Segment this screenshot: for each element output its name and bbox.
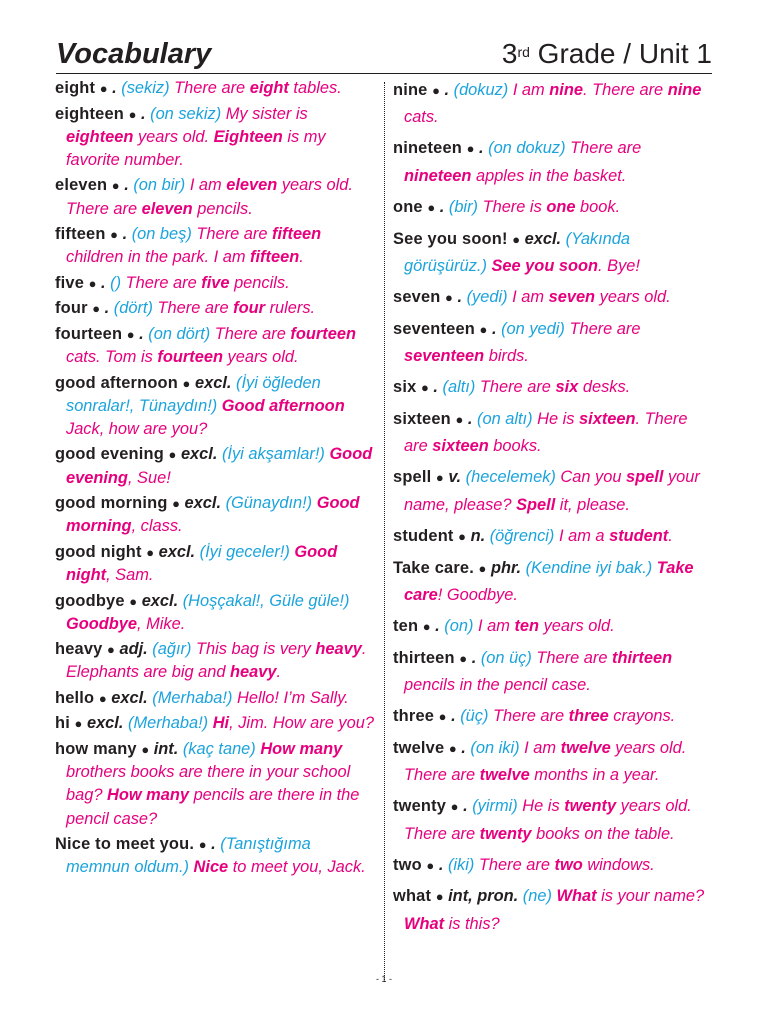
part-of-speech: excl. bbox=[141, 591, 179, 610]
headword: fifteen bbox=[55, 225, 106, 244]
example-sentence: There are two windows. bbox=[478, 855, 655, 874]
example-sentence: See you soon. Bye! bbox=[491, 256, 640, 275]
part-of-speech: excl. bbox=[180, 445, 218, 464]
grade-unit-text: Grade / Unit 1 bbox=[529, 38, 712, 69]
grade-unit-label bbox=[502, 34, 712, 74]
vocab-entry bbox=[55, 372, 377, 442]
example-sentence: There are fifteen children in the park. I am fifteen. bbox=[66, 225, 322, 267]
bullet-icon: ● bbox=[448, 740, 457, 756]
part-of-speech: . bbox=[478, 139, 484, 158]
translation: (dört) bbox=[113, 299, 153, 318]
headword: student bbox=[393, 526, 454, 545]
bullet-icon: ● bbox=[126, 326, 135, 342]
headword: what bbox=[393, 887, 432, 906]
part-of-speech: . bbox=[491, 319, 497, 338]
example-sentence: I am twelve years old. There are twelve months in a year. bbox=[404, 738, 687, 785]
example-keyword: Good evening bbox=[66, 445, 373, 487]
bullet-icon: ● bbox=[88, 275, 97, 291]
bullet-icon: ● bbox=[422, 618, 431, 634]
part-of-speech: . bbox=[435, 616, 440, 635]
example-sentence: I am a student. bbox=[558, 526, 673, 545]
example-sentence: Good afternoon Jack, how are you? bbox=[66, 396, 345, 438]
translation: (altı) bbox=[442, 378, 476, 397]
bullet-icon: ● bbox=[450, 799, 459, 815]
vocab-entry bbox=[55, 174, 377, 220]
vocab-entry bbox=[393, 555, 713, 609]
bullet-icon: ● bbox=[198, 837, 207, 853]
headword: nine bbox=[393, 81, 428, 99]
example-keyword: fourteen bbox=[157, 348, 223, 367]
translation: (on dört) bbox=[148, 324, 211, 343]
vocab-entry bbox=[393, 464, 713, 518]
headword: fourteen bbox=[55, 324, 123, 343]
vocab-entry bbox=[55, 443, 377, 489]
part-of-speech: int. bbox=[153, 739, 179, 758]
example-keyword: six bbox=[555, 378, 579, 397]
grade-number: 3 bbox=[501, 38, 518, 69]
translation: (Günaydın!) bbox=[225, 494, 313, 513]
example-keyword: twelve bbox=[560, 738, 611, 757]
example-keyword: fourteen bbox=[290, 324, 356, 343]
bullet-icon: ● bbox=[438, 709, 447, 725]
example-keyword: nine bbox=[549, 81, 583, 99]
headword: good afternoon bbox=[55, 373, 178, 392]
bullet-icon: ● bbox=[141, 741, 150, 757]
headword: good evening bbox=[55, 445, 164, 464]
headword: eleven bbox=[55, 176, 108, 195]
headword: Take care. bbox=[393, 558, 474, 577]
translation: (İyi geceler!) bbox=[199, 542, 290, 561]
vocab-entry bbox=[393, 793, 713, 847]
example-sentence: There are four rulers. bbox=[157, 299, 316, 318]
example-sentence: There are five pencils. bbox=[125, 273, 290, 292]
page-header bbox=[56, 34, 712, 74]
example-keyword: Nice bbox=[193, 858, 229, 877]
example-keyword: sixteen bbox=[432, 437, 489, 456]
example-keyword: heavy bbox=[315, 640, 362, 659]
part-of-speech: excl. bbox=[111, 688, 148, 707]
translation: (on beş) bbox=[131, 225, 192, 244]
example-keyword: sixteen bbox=[579, 409, 636, 428]
translation: (on sekiz) bbox=[150, 104, 222, 123]
vocab-entry bbox=[393, 523, 713, 550]
example-keyword: twenty bbox=[479, 824, 532, 843]
translation: (kaç tane) bbox=[182, 739, 256, 758]
vocab-entry bbox=[393, 613, 713, 640]
part-of-speech: . bbox=[457, 287, 463, 306]
translation: (ağır) bbox=[152, 640, 192, 659]
headword: four bbox=[55, 299, 88, 318]
vocab-entry bbox=[393, 77, 713, 131]
bullet-icon: ● bbox=[459, 650, 468, 666]
example-keyword: eight bbox=[249, 79, 289, 97]
translation: (Tanıştığıma memnun oldum.) bbox=[66, 835, 311, 877]
translation: (öğrenci) bbox=[489, 526, 555, 545]
vocab-entry bbox=[55, 541, 377, 587]
vocab-entry bbox=[393, 735, 713, 789]
example-sentence: Good evening, Sue! bbox=[66, 445, 373, 487]
vocab-entry bbox=[393, 645, 713, 699]
translation: (on) bbox=[444, 616, 474, 635]
part-of-speech: . bbox=[451, 707, 456, 726]
page-title: Vocabulary bbox=[56, 38, 212, 70]
vocab-entry bbox=[55, 738, 377, 831]
example-sentence: He is twenty years old. There are twenty books on the table. bbox=[404, 797, 692, 843]
translation: (Hoşçakal!, Güle güle!) bbox=[182, 591, 350, 610]
example-sentence: There are nineteen apples in the basket. bbox=[404, 139, 642, 185]
headword: heavy bbox=[55, 640, 103, 659]
example-sentence: My sister is eighteen years old. Eighteen is my favorite number. bbox=[66, 104, 326, 169]
vocab-entry bbox=[393, 374, 713, 401]
bullet-icon: ● bbox=[512, 231, 521, 247]
example-keyword: ten bbox=[514, 616, 540, 635]
example-sentence: This bag is very heavy. Elephants are big and heavy. bbox=[66, 640, 367, 682]
example-sentence: Goodbye, Mike. bbox=[66, 614, 186, 633]
translation: (on bir) bbox=[133, 176, 186, 195]
column-divider bbox=[384, 82, 385, 982]
example-sentence: I am eleven years old. There are eleven pencils. bbox=[66, 176, 353, 218]
headword: eighteen bbox=[55, 104, 124, 123]
headword: seventeen bbox=[393, 319, 475, 338]
example-sentence: How many brothers books are there in your school bag? How many pencils are there in the pencil case? bbox=[66, 739, 360, 828]
bullet-icon: ● bbox=[74, 716, 83, 732]
part-of-speech: n. bbox=[470, 526, 486, 545]
example-keyword: See you soon bbox=[491, 256, 599, 275]
bullet-icon: ● bbox=[478, 560, 487, 576]
example-keyword: fifteen bbox=[250, 248, 300, 267]
headword: sixteen bbox=[393, 409, 451, 428]
headword: thirteen bbox=[393, 648, 455, 667]
bullet-icon: ● bbox=[466, 141, 475, 157]
translation: (iki) bbox=[447, 855, 475, 874]
translation: (Merhaba!) bbox=[152, 688, 233, 707]
part-of-speech: excl. bbox=[194, 373, 232, 392]
example-keyword: one bbox=[546, 197, 576, 216]
vocab-entry bbox=[393, 284, 713, 311]
example-keyword: What bbox=[404, 914, 445, 933]
headword: two bbox=[393, 855, 422, 874]
example-keyword: Good afternoon bbox=[221, 396, 345, 415]
vocab-entry bbox=[55, 492, 377, 538]
bullet-icon: ● bbox=[420, 380, 429, 396]
example-keyword: nineteen bbox=[404, 166, 472, 185]
vocab-entry bbox=[393, 852, 713, 879]
bullet-icon: ● bbox=[128, 106, 137, 122]
translation: (yirmi) bbox=[472, 797, 518, 816]
vocab-entry bbox=[55, 323, 377, 369]
headword: nineteen bbox=[393, 139, 462, 158]
bullet-icon: ● bbox=[107, 642, 115, 658]
part-of-speech: . bbox=[112, 79, 117, 97]
example-keyword: twelve bbox=[479, 766, 530, 785]
translation: (on yedi) bbox=[501, 319, 565, 338]
headword: hi bbox=[55, 714, 70, 733]
example-keyword: eleven bbox=[141, 199, 193, 218]
headword: spell bbox=[393, 468, 432, 487]
vocab-entry bbox=[55, 687, 377, 710]
part-of-speech: . bbox=[211, 835, 216, 854]
translation: (bir) bbox=[448, 197, 478, 216]
translation: (Yakında görüşürüz.) bbox=[404, 229, 631, 275]
example-keyword: spell bbox=[626, 468, 664, 487]
vocab-entry bbox=[393, 883, 713, 937]
headword: one bbox=[393, 197, 423, 216]
translation: (on altı) bbox=[477, 409, 533, 428]
page-number: - 1 - bbox=[375, 974, 392, 984]
vocab-entry bbox=[393, 406, 713, 460]
part-of-speech: . bbox=[438, 855, 444, 874]
translation: (İyi akşamlar!) bbox=[221, 445, 325, 464]
part-of-speech: v. bbox=[448, 468, 462, 487]
example-keyword: seventeen bbox=[404, 347, 485, 366]
example-keyword: Good night bbox=[66, 542, 338, 585]
example-keyword: two bbox=[554, 855, 583, 874]
example-keyword: Hi bbox=[212, 714, 230, 733]
bullet-icon: ● bbox=[435, 889, 444, 905]
part-of-speech: . bbox=[101, 273, 106, 292]
example-sentence: Can you spell your name, please? Spell it, please. bbox=[404, 468, 700, 514]
part-of-speech: excl. bbox=[184, 494, 222, 513]
translation: (İyi öğleden sonralar!, Tünaydın!) bbox=[66, 373, 321, 415]
part-of-speech: int, pron. bbox=[448, 887, 519, 906]
example-keyword: Good morning bbox=[66, 494, 360, 536]
header-rule bbox=[56, 73, 712, 74]
part-of-speech: . bbox=[122, 225, 128, 244]
vocab-entry bbox=[393, 226, 713, 280]
example-sentence: There are seventeen birds. bbox=[404, 319, 641, 366]
example-keyword: twenty bbox=[564, 797, 617, 816]
bullet-icon: ● bbox=[432, 83, 440, 98]
example-keyword: Eighteen bbox=[213, 127, 283, 146]
headword: good morning bbox=[55, 494, 168, 513]
example-keyword: Take care bbox=[404, 558, 694, 604]
example-keyword: four bbox=[233, 299, 266, 318]
vocab-entry bbox=[55, 77, 377, 100]
translation: (Kendine iyi bak.) bbox=[525, 558, 653, 577]
example-keyword: nine bbox=[667, 81, 702, 99]
part-of-speech: . bbox=[433, 378, 438, 397]
translation: (on üç) bbox=[480, 648, 532, 667]
translation: (on iki) bbox=[470, 738, 520, 757]
right-column bbox=[393, 77, 713, 942]
part-of-speech: excl. bbox=[86, 714, 124, 733]
example-keyword: eighteen bbox=[66, 127, 134, 146]
vocab-entry bbox=[55, 272, 377, 295]
bullet-icon: ● bbox=[99, 81, 108, 96]
example-sentence: Hello! I’m Sally. bbox=[237, 688, 349, 707]
part-of-speech: . bbox=[104, 299, 110, 318]
headword: eight bbox=[55, 79, 96, 97]
vocab-entry bbox=[55, 590, 377, 636]
bullet-icon: ● bbox=[435, 470, 444, 486]
vocab-entry bbox=[393, 194, 713, 221]
example-sentence: I am nine. There are nine cats. bbox=[404, 81, 702, 127]
example-keyword: heavy bbox=[230, 663, 277, 682]
vocab-entry bbox=[393, 316, 713, 370]
translation: (on dokuz) bbox=[488, 139, 566, 158]
example-sentence: There is one book. bbox=[482, 197, 621, 216]
bullet-icon: ● bbox=[458, 528, 467, 544]
bullet-icon: ● bbox=[479, 321, 488, 337]
example-sentence: Good night, Sam. bbox=[66, 542, 338, 585]
headword: seven bbox=[393, 287, 441, 306]
bullet-icon: ● bbox=[92, 301, 101, 317]
example-sentence: There are six desks. bbox=[479, 378, 631, 397]
vocab-entry bbox=[393, 135, 713, 189]
vocab-entry bbox=[55, 103, 377, 173]
vocab-entry bbox=[55, 297, 377, 320]
part-of-speech: . bbox=[140, 104, 146, 123]
example-sentence: What is your name? What is this? bbox=[404, 887, 705, 933]
translation: () bbox=[110, 273, 122, 292]
bullet-icon: ● bbox=[168, 447, 177, 463]
example-sentence: There are fourteen cats. Tom is fourteen years old. bbox=[66, 324, 356, 367]
headword: good night bbox=[55, 542, 142, 561]
example-sentence: Take care! Goodbye. bbox=[404, 558, 694, 604]
part-of-speech: . bbox=[439, 197, 445, 216]
example-sentence: There are thirteen pencils in the pencil case. bbox=[404, 648, 673, 695]
bullet-icon: ● bbox=[146, 544, 155, 560]
translation: (Merhaba!) bbox=[127, 714, 209, 733]
translation: (ne) bbox=[522, 887, 552, 906]
headword: hello bbox=[55, 688, 95, 707]
example-keyword: three bbox=[568, 707, 609, 726]
translation: (dokuz) bbox=[453, 81, 509, 99]
vocab-entry bbox=[55, 638, 377, 684]
part-of-speech: phr. bbox=[490, 558, 522, 577]
headword: how many bbox=[55, 739, 137, 758]
vocab-entry bbox=[55, 833, 377, 879]
example-keyword: five bbox=[201, 273, 230, 292]
translation: (yedi) bbox=[466, 287, 508, 306]
example-keyword: eleven bbox=[226, 176, 278, 195]
part-of-speech: adj. bbox=[119, 640, 148, 659]
translation: (hecelemek) bbox=[465, 468, 556, 487]
grade-ordinal: rd bbox=[517, 44, 530, 60]
headword: goodbye bbox=[55, 591, 125, 610]
bullet-icon: ● bbox=[455, 411, 464, 427]
part-of-speech: . bbox=[139, 324, 144, 343]
example-sentence: I am seven years old. bbox=[512, 287, 671, 306]
bullet-icon: ● bbox=[129, 593, 138, 609]
headword: Nice to meet you. bbox=[55, 835, 195, 854]
headword: three bbox=[393, 707, 435, 726]
headword: five bbox=[55, 273, 85, 292]
example-keyword: Spell bbox=[516, 495, 556, 514]
example-keyword: student bbox=[609, 526, 669, 545]
headword: ten bbox=[393, 616, 419, 635]
vocab-entry bbox=[393, 703, 713, 730]
vocab-entry bbox=[55, 712, 377, 735]
bullet-icon: ● bbox=[172, 496, 180, 512]
headword: six bbox=[393, 378, 417, 397]
example-sentence: I am ten years old. bbox=[478, 616, 615, 635]
headword: twenty bbox=[393, 797, 447, 816]
part-of-speech: . bbox=[471, 648, 477, 667]
bullet-icon: ● bbox=[427, 199, 436, 215]
part-of-speech: . bbox=[444, 81, 450, 99]
bullet-icon: ● bbox=[182, 375, 191, 391]
example-keyword: How many bbox=[107, 786, 190, 805]
vocab-entry bbox=[55, 223, 377, 269]
bullet-icon: ● bbox=[445, 289, 453, 305]
headword: See you soon! bbox=[393, 229, 508, 248]
example-sentence: Good morning, class. bbox=[66, 494, 360, 536]
example-sentence: Hi, Jim. How are you? bbox=[212, 714, 374, 733]
example-keyword: thirteen bbox=[612, 648, 673, 667]
example-keyword: fifteen bbox=[272, 225, 322, 244]
left-column bbox=[55, 77, 377, 882]
part-of-speech: . bbox=[461, 738, 466, 757]
part-of-speech: excl. bbox=[158, 542, 196, 561]
example-sentence: Nice to meet you, Jack. bbox=[193, 858, 366, 877]
example-sentence: There are three crayons. bbox=[493, 707, 676, 726]
part-of-speech: . bbox=[467, 409, 473, 428]
translation: (üç) bbox=[460, 707, 489, 726]
bullet-icon: ● bbox=[98, 690, 107, 706]
part-of-speech: . bbox=[463, 797, 468, 816]
example-keyword: seven bbox=[548, 287, 596, 306]
example-keyword: How many bbox=[260, 739, 343, 758]
part-of-speech: . bbox=[124, 176, 129, 195]
headword: twelve bbox=[393, 738, 445, 757]
example-sentence: There are eight tables. bbox=[174, 79, 342, 97]
example-sentence: He is sixteen. There are sixteen books. bbox=[404, 409, 688, 456]
example-keyword: Goodbye bbox=[66, 614, 138, 633]
bullet-icon: ● bbox=[110, 227, 118, 243]
bullet-icon: ● bbox=[426, 857, 435, 873]
bullet-icon: ● bbox=[111, 178, 120, 194]
example-keyword: What bbox=[556, 887, 597, 906]
part-of-speech: excl. bbox=[524, 229, 562, 248]
translation: (sekiz) bbox=[121, 79, 170, 97]
